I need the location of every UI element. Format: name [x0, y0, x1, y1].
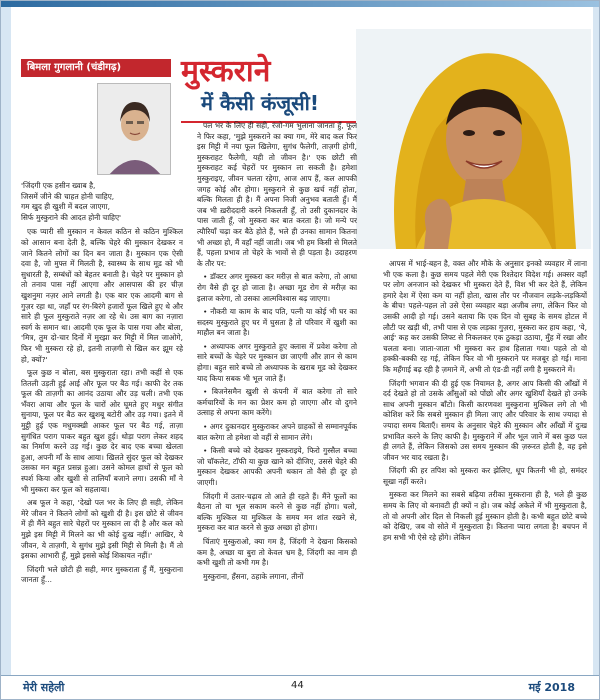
top-rule	[1, 1, 599, 7]
article-subtitle: में कैसी कंजूसी!	[201, 91, 319, 115]
hero-photo	[356, 29, 591, 249]
opening-quote	[21, 181, 183, 223]
paragraph: फूल कुछ न बोला, बस मुस्कुराता रहा। तभी कहीं से एक तितली उड़ती हुई आई और फूल पर बैठ गई। काफी देर तक फूल की ताज़गी का आनंद उठाया और उड़ चली। तभी एक भँवरा आया और फूल के चारों ओर घूमते हुए मधुर संगीत सुनाया, फूल पर बैठ कर खुशबू बटोरी और उड़ गया। इतने में मुट्ठी हुई एक मधुमक्खी आकर फूल पर बैठ गई, ताज़ा सुगंधित पराग पाकर बहुत खुश हुई। थोड़ा पराग लेकर शहद का निर्माण करने उड़ गई। कुछ देर बाद एक बच्चा खेलता हुआ, अपनी माँ के साथ आया। खिलते सुंदर फूल को देखकर उसका मन बहुत प्रसन्न हुआ। उसने कोमल हाथों से फूल को स्पर्श किया और खुशी से तालियाँ बजाने लगा। उसकी माँ ने भी मुस्करा कर फूल को सहलाया।	[21, 368, 183, 494]
poem: जिंदगी की हर तपिश को मुस्करा कर झेलिए, धूप कितनी भी हो, समंदर सूखा नहीं करते।	[383, 466, 587, 486]
bullet-item: • किसी बच्चे को देखकर मुस्कराइये, फिरो गुस्सैल बच्चा जो चॉकलेट, टॉफी या कुछ खाने को दीजिए, उससे चेहरे की मुस्कान देखकर आपकी अपनी थकान तो वैसे ही दूर हो जाएगी।	[197, 446, 357, 487]
article-column-3	[383, 259, 587, 674]
page-footer	[1, 675, 599, 699]
quote-line: गम खुद ही खुशी में बदल जाएगा,	[21, 202, 110, 212]
paragraph: एक प्यारी सी मुस्कान न केवल कठिन से कठिन मुश्किल को आसान बना देती है, बल्कि चेहरे की मुस्कान देखकर न जाने कितने लोगों का दिन बन जाता है। मुस्कान एक ऐसी दवा है, जो मुफ्त में मिलती है, स्वास्थ्य के साथ मूड को भी सुधारती है, सम्बंधों को बेहतर बनाती है। चेहरे पर मुस्कान हो तो तनाव पास नहीं आएगा और आसपास की हर चीज़ खुशनुमा नज़र आने लगती है। एक बार एक आदमी बाग से गुज़र रहा था, जहाँ पर रंग-बिरंगे हजारों फूल खिले हुए थे और सारे ही फूल मुस्कुराते नज़र आ रहे थे। उस बाग का नज़ारा स्वर्ग के समान था। आदमी एक फूल के पास गया और बोला, 'मित्र, तुम दो-चार दिनों में मुरझा कर मिट्टी में मिल जाओगे, फिर भी मुस्करा रहे हो, इतनी ताज़गी से खिल कर झूम रहे हो, क्यों?'	[21, 227, 183, 364]
paragraph: अब फूल ने कहा, 'देखो पल भर के लिए ही सही, लेकिन मेरे जीवन ने कितने लोगों को खुशी दी है। इस छोटे से जीवन में ही मैंने बहुत सारे चेहरों पर मुस्कान ला दी है और कल को मुझे इस मिट्टी में मिलने का भी कोई दुःख नहीं।' आखिर, ये जीवन, ये ताज़गी, ये सुगंध मुझे इसी मिट्टी से मिली है। मैं तो इसका आभारी हूँ, मुझे इससे कोई शिकायत नहीं।'	[21, 498, 183, 561]
page-number: 44	[291, 680, 304, 691]
quote-line: 'जिंदगी एक हसीन ख्वाब है,	[21, 181, 96, 190]
article-title: मुस्कराने	[181, 54, 271, 89]
paragraph: मुस्करा कर मिलने का सबसे बढ़िया तरीका मुस्कराना ही है, भले ही कुछ समय के लिए वो बनावटी ही क्यों न हो। जब कोई अकेले में भी मुस्कुराता है, तो वो अपनी ओर दिल से निकली हुई मुस्कान होती है। कभी बहुत छोटे बच्चे को देखिए, जब वो सोते में मुस्कुराता है। कितना प्यारा लगता है! बचपन में हम सभी भी ऐसे रहे होंगे। लेकिन	[383, 490, 587, 542]
author-tag: बिमला गुगलानी (चंडीगढ़)	[21, 59, 171, 77]
paragraph: मुस्कुराना, हँसना, ठहाके लगाना, तीनों	[203, 571, 304, 581]
paragraph: जिंदगी भगवान की दी हुई एक नियामत है, अगर आप किसी की आँखों में दर्द देखते हो तो उसके आँसुओं को पोंछो और अगर खुशियाँ देखते हो उनके साथ अपनी मुस्कान बाँटो। किसी कारणवश मुस्कुराना मुश्किल लगे तो भी कोशिश करें कि सबसे मुस्कान ही मिला जाए और परिवार के साथ ज्यादा से ज्यादा समय बिताएँ। समय के अनुसार चेहरे की मुस्कान और आँखों में दुःख प्रभावित करने के लिए काफी है। मुस्कुराने में और भूल जाने में बस कुछ पल ही लगते हैं, लेकिन जिसको उस समय मुस्कान की ज़रूरत होती है, वह इसे जीवन भर याद रखता है।	[383, 378, 587, 462]
bullet-item: • अगर दुकानदार मुस्कुराकर अपने ग्राहकों से सम्मानपूर्वक बात करेगा तो हमेशा वो वहीं से सामान लेंगे।	[197, 422, 357, 442]
issue-date: मई 2018	[528, 681, 575, 694]
author-photo	[97, 83, 171, 175]
left-margin-band	[1, 7, 11, 699]
paragraph: जिंदगी भले छोटी ही सही, मगर मुस्कराता हुँ मैं, मुस्कुराना जानता हुँ...	[21, 564, 183, 585]
bullet-item: • बिजनेसमैन खुशी से कंपनी में बात करेगा तो सारे कर्मचारियों के मन का प्रेशर कम हो जाएगा और वो दुगने उत्साह से अपना काम करेंगे।	[197, 387, 357, 418]
bullet-item: • डॉक्टर अगर मुस्करा कर मरीज़ से बात करेगा, तो आधा रोग वैसे ही दूर हो जाता है। अच्छा मूड रोग से मरीज़ का इलाज करेगा, तो उसका आत्मविश्वास बढ़ जाएगा।	[197, 272, 357, 303]
bullet-item: • अध्यापक अगर मुस्कुराते हुए क्लास में प्रवेश करेगा तो सारे बच्चों के चेहरे पर मुस्कान छा जाएगी और ज्ञान से काम होगा। बहुत सारे बच्चे तो अध्यापक के खराब मूड को देखकर याद किया सबक भी भूल जाते हैं।	[197, 341, 357, 383]
right-margin-band	[593, 7, 599, 699]
paragraph: जिंदगी में उतार-चढ़ाव तो आते ही रहते हैं। मैंने फूलों का बैठना तो या भूल सकाम करने से कुछ नहीं होगा। चलो, बल्कि मुश्किल या मुश्किल के समय मन शांत रखने से, मुस्करा कर बात करने से कुछ अच्छा हो होगा।	[197, 491, 357, 533]
bullet-item: • नौकरी या काम के बाद पति, पत्नी या कोई भी घर का सदस्य मुस्कुराते हुए घर में घुसता है तो परिवार में खुशी का माहौल बन जाता है।	[197, 307, 357, 338]
paragraph: आपस में भाई-बहन है, वक्त और मौके के अनुसार इनको व्यवहार में लाना भी एक कला है। कुछ समय पहले मेरी एक रिश्तेदार विदेश गई। अक्सर वहाँ पर लोग अनजान को देखकर भी मुस्करा देते हैं, विश भी कर देते हैं, लेकिन हमारे देश में ऐसा कम या नहीं होता, खास तौर पर नौजवान लड़के-लड़कियों के बीच! पहले-पहल तो उसे ऐसा व्यवहार बड़ा अजीब लगा, लेकिन फिर वो उसकी आदी हो गई। उसने बताया कि एक दिन वो सुबह के समय होटल में लौटी पर खड़ी थी, तभी पास से एक लड़का गुज़रा, मुस्करा कर हाय कहा, 'ये, आई' कह कर उसकी लिफ्ट से निकलकर एक ठुकड़ा उठाया, मुँह में रखा और चलता बना। जाता-जाता भी मुस्करा कर हाथ हिलाता गया। पहले तो वो हक्की-बक्की रह गई, लेकिन फिर वो भी मुस्कराने पर मजबूर हो गई। माना कि महँगाई बढ़ रही है ज़माने में, अभी तो एंड-डी नहीं लगी है मुस्कराने में।	[383, 259, 587, 374]
article-column-1	[21, 181, 183, 676]
poem: चिंताएं मुस्कुराओ, क्या गम है, जिंदगी ने देखना किसको कम है, अच्छा या बुरा तो केवल भ्रम है, जिंदगी का नाम ही कभी खुशी तो कभी गम है।	[197, 536, 357, 568]
magazine-name: मेरी सहेली	[23, 681, 65, 694]
article-column-2	[197, 121, 357, 676]
quote-line: जिसमें जीने की चाहत होनी चाहिए,	[21, 191, 115, 201]
paragraph: पल भर के लिए ही सही, रंजो-गम भुलाना जानता हुँ, फूल ने फिर कहा, 'मुझे मुस्कराने का क्या गम, मेरे बाद कल फिर इस मिट्टी में नया फूल खिलेगा, सुगंध फैलेगी, ताज़गी होगी, मुस्कराहट फैलेगी, यही तो जीवन है।' एक छोटी सी मुस्कराहट कई चेहरों पर मुस्कान ला सकती है। हमेशा मुस्कुराइए, जीवन चलता रहेगा, आज आप हैं, कल आपकी जगह कोई और होगा। मुस्कुराने से कुछ खर्च नहीं होता, बल्कि मिलता ही है। मैं अपना निजी अनुभव बताती हुँ। मैं जब भी ख़रीददारी करने निकलती हूँ, तो उसी दुकानदार के पास जाती हूँ, जो मुस्करा कर बात करता है। जो मन्ये पर त्यौरियाँ चढ़ा कर बैठे होते हैं, भले ही उनका सामान कितना भी अच्छा हो, मैं वहाँ नहीं जाती। जब भी हम किसी से मिलते हैं, पहला प्रभाव तो चेहरे के भावों से ही पड़ता है। उदाहरण के तौर पर:	[197, 121, 357, 268]
quote-line: सिर्फ मुस्कुराने की आदत होनी चाहिए'	[21, 212, 122, 222]
